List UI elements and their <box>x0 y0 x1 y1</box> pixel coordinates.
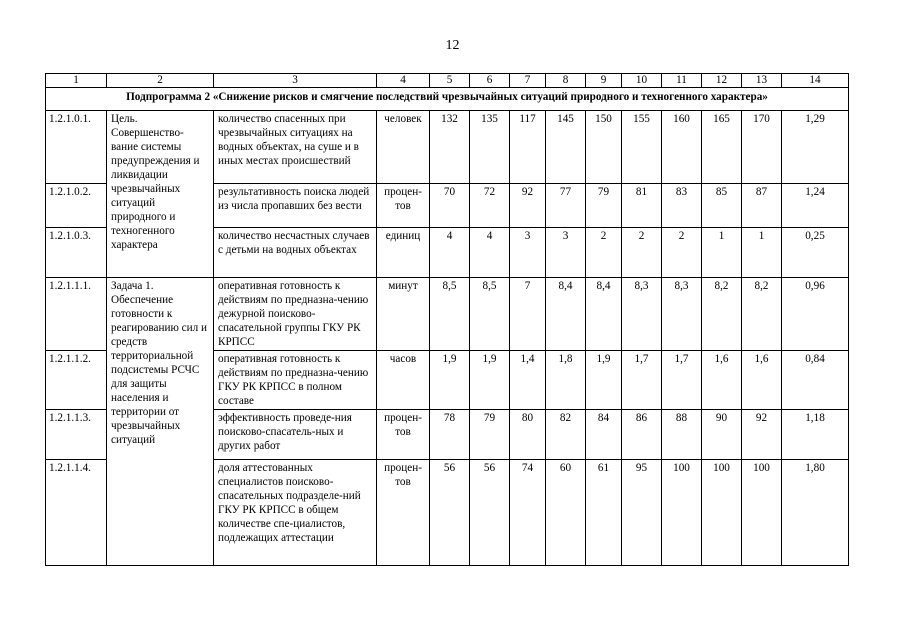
page-number: 12 <box>445 38 460 53</box>
value-cell: 79 <box>586 184 622 228</box>
value-cell: 135 <box>470 111 510 184</box>
value-cell: 74 <box>510 460 546 566</box>
goal-cell: Цель. Совершенство-вание системы предупреждения и ликвидации чрезвычайных ситуаций природного и техногенного характера <box>107 111 214 278</box>
indicator-name: доля аттестованных специалистов поисково-спасательных подразделе-ний ГКУ РК КРПСС в общем количестве спе-циалистов, подлежащих аттестации <box>214 460 377 566</box>
value-cell: 85 <box>702 184 742 228</box>
value-cell: 1,6 <box>742 351 782 410</box>
column-number-header: 2 <box>107 74 214 88</box>
value-cell: 2 <box>662 228 702 278</box>
indicator-code: 1.2.1.1.3. <box>46 410 107 460</box>
value-cell: 1,4 <box>510 351 546 410</box>
ratio-cell: 1,80 <box>782 460 849 566</box>
value-cell: 1 <box>742 228 782 278</box>
value-cell: 8,2 <box>702 278 742 351</box>
value-cell: 70 <box>430 184 470 228</box>
value-cell: 92 <box>742 410 782 460</box>
value-cell: 155 <box>622 111 662 184</box>
value-cell: 8,2 <box>742 278 782 351</box>
column-number-header: 11 <box>662 74 702 88</box>
indicator-code: 1.2.1.0.3. <box>46 228 107 278</box>
indicator-code: 1.2.1.0.2. <box>46 184 107 228</box>
ratio-cell: 1,24 <box>782 184 849 228</box>
table-row <box>46 278 849 351</box>
value-cell: 77 <box>546 184 586 228</box>
indicator-name: количество несчастных случаев с детьми на водных объектах <box>214 228 377 278</box>
value-cell: 1,9 <box>470 351 510 410</box>
value-cell: 8,5 <box>470 278 510 351</box>
column-number-header: 7 <box>510 74 546 88</box>
column-numbers-row <box>46 74 849 88</box>
unit-cell: процен-тов <box>377 460 430 566</box>
value-cell: 117 <box>510 111 546 184</box>
column-number-header: 4 <box>377 74 430 88</box>
ratio-cell: 1,18 <box>782 410 849 460</box>
ratio-cell: 0,96 <box>782 278 849 351</box>
value-cell: 1,9 <box>586 351 622 410</box>
column-number-header: 3 <box>214 74 377 88</box>
value-cell: 86 <box>622 410 662 460</box>
value-cell: 100 <box>702 460 742 566</box>
table-row <box>46 111 849 184</box>
indicator-name: эффективность проведе-ния поисково-спасатель-ных и других работ <box>214 410 377 460</box>
value-cell: 56 <box>430 460 470 566</box>
column-number-header: 5 <box>430 74 470 88</box>
value-cell: 132 <box>430 111 470 184</box>
value-cell: 4 <box>470 228 510 278</box>
unit-cell: процен-тов <box>377 184 430 228</box>
ratio-cell: 0,84 <box>782 351 849 410</box>
unit-cell: процен-тов <box>377 410 430 460</box>
column-number-header: 8 <box>546 74 586 88</box>
value-cell: 7 <box>510 278 546 351</box>
value-cell: 2 <box>622 228 662 278</box>
value-cell: 8,4 <box>586 278 622 351</box>
value-cell: 60 <box>546 460 586 566</box>
value-cell: 4 <box>430 228 470 278</box>
value-cell: 81 <box>622 184 662 228</box>
unit-cell: единиц <box>377 228 430 278</box>
value-cell: 8,3 <box>622 278 662 351</box>
column-number-header: 9 <box>586 74 622 88</box>
value-cell: 100 <box>742 460 782 566</box>
column-number-header: 6 <box>470 74 510 88</box>
ratio-cell: 0,25 <box>782 228 849 278</box>
indicator-code: 1.2.1.0.1. <box>46 111 107 184</box>
value-cell: 2 <box>586 228 622 278</box>
value-cell: 160 <box>662 111 702 184</box>
indicator-code: 1.2.1.1.2. <box>46 351 107 410</box>
column-number-header: 12 <box>702 74 742 88</box>
unit-cell: минут <box>377 278 430 351</box>
value-cell: 1,6 <box>702 351 742 410</box>
task-cell: Задача 1. Обеспечение готовности к реагированию сил и средств территориальной подсистемы РСЧС для защиты населения и территории от чрезвычайных ситуаций <box>107 278 214 566</box>
value-cell: 83 <box>662 184 702 228</box>
indicator-name: оперативная готовность к действиям по предназна-чению ГКУ РК КРПСС в полном составе <box>214 351 377 410</box>
value-cell: 145 <box>546 111 586 184</box>
column-number-header: 14 <box>782 74 849 88</box>
value-cell: 150 <box>586 111 622 184</box>
column-number-header: 13 <box>742 74 782 88</box>
subprogram-title: Подпрограмма 2 «Снижение рисков и смягчение последствий чрезвычайных ситуаций природного и техногенного характера» <box>46 88 849 111</box>
value-cell: 170 <box>742 111 782 184</box>
value-cell: 72 <box>470 184 510 228</box>
unit-cell: часов <box>377 351 430 410</box>
value-cell: 82 <box>546 410 586 460</box>
value-cell: 92 <box>510 184 546 228</box>
indicator-name: результативность поиска людей из числа пропавших без вести <box>214 184 377 228</box>
value-cell: 61 <box>586 460 622 566</box>
value-cell: 1,8 <box>546 351 586 410</box>
value-cell: 80 <box>510 410 546 460</box>
value-cell: 165 <box>702 111 742 184</box>
value-cell: 87 <box>742 184 782 228</box>
value-cell: 79 <box>470 410 510 460</box>
value-cell: 56 <box>470 460 510 566</box>
value-cell: 1,7 <box>622 351 662 410</box>
value-cell: 1,9 <box>430 351 470 410</box>
column-number-header: 1 <box>46 74 107 88</box>
indicator-name: количество спасенных при чрезвычайных ситуациях на водных объектах, на суше и в иных местах происшествий <box>214 111 377 184</box>
ratio-cell: 1,29 <box>782 111 849 184</box>
indicator-code: 1.2.1.1.4. <box>46 460 107 566</box>
indicator-name: оперативная готовность к действиям по предназна-чению дежурной поисково-спасательной группы ГКУ РК КРПСС <box>214 278 377 351</box>
column-number-header: 10 <box>622 74 662 88</box>
value-cell: 95 <box>622 460 662 566</box>
indicators-table <box>45 73 849 566</box>
unit-cell: человек <box>377 111 430 184</box>
value-cell: 100 <box>662 460 702 566</box>
value-cell: 78 <box>430 410 470 460</box>
value-cell: 84 <box>586 410 622 460</box>
value-cell: 88 <box>662 410 702 460</box>
value-cell: 8,5 <box>430 278 470 351</box>
indicator-code: 1.2.1.1.1. <box>46 278 107 351</box>
value-cell: 90 <box>702 410 742 460</box>
value-cell: 1,7 <box>662 351 702 410</box>
value-cell: 1 <box>702 228 742 278</box>
value-cell: 3 <box>546 228 586 278</box>
value-cell: 8,3 <box>662 278 702 351</box>
value-cell: 8,4 <box>546 278 586 351</box>
value-cell: 3 <box>510 228 546 278</box>
